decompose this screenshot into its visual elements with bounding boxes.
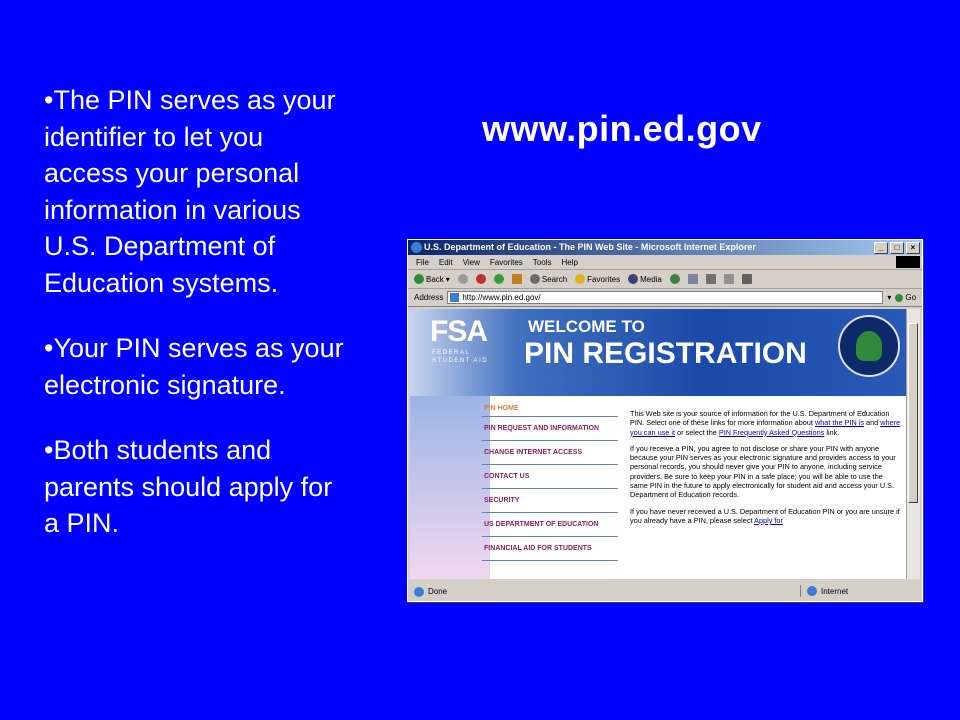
address-input[interactable] (447, 291, 883, 304)
browser-menubar (408, 255, 922, 270)
discuss-icon (742, 274, 752, 284)
page-banner (410, 309, 906, 396)
bullet-item: •Your PIN serves as your electronic signature. (44, 333, 344, 400)
security-zone: Internet (800, 585, 848, 597)
address-value: http://www.pin.ed.gov/ (462, 293, 541, 302)
vertical-scrollbar[interactable] (906, 309, 920, 579)
department-seal-icon (838, 315, 900, 377)
media-icon (628, 274, 638, 284)
bullet-item: •Both students and parents should apply for a PIN. (44, 435, 333, 538)
nav-link-us-department[interactable]: US DEPARTMENT OF EDUCATION (482, 513, 618, 537)
go-button[interactable]: Go (895, 293, 916, 302)
nav-link-change-access[interactable]: CHANGE INTERNET ACCESS (482, 441, 618, 465)
print-button[interactable] (706, 274, 716, 284)
menu-favorites[interactable]: Favorites (489, 257, 523, 267)
discuss-button[interactable] (742, 274, 752, 284)
minimize-icon[interactable]: _ (874, 242, 888, 254)
bullet-list (44, 82, 354, 571)
edit-icon (724, 274, 734, 284)
print-icon (706, 274, 716, 284)
mail-button[interactable] (688, 274, 698, 284)
page-icon (450, 293, 459, 302)
back-arrow-icon (414, 274, 424, 284)
link-faq[interactable]: PIN Frequently Asked Questions (718, 427, 825, 437)
ie-icon (411, 242, 422, 253)
menu-view[interactable]: View (462, 257, 480, 267)
fsa-logo: FSA (430, 315, 487, 348)
address-label: Address (414, 293, 444, 302)
mail-icon (688, 274, 698, 284)
browser-titlebar (408, 240, 922, 255)
history-icon (670, 274, 680, 284)
search-button[interactable]: Search (530, 274, 567, 284)
bullet-item: •The PIN serves as your identifier to let you access your personal information in various U.S. Department of Education systems. (44, 85, 336, 298)
stop-icon (476, 274, 486, 284)
menu-tools[interactable]: Tools (532, 257, 552, 267)
intro-paragraph: This Web site is your source of information for the U.S. Department of Education PIN. Select one of these links for more information about what the PIN is and where you can use it or select the PIN Frequently Asked Questions link. (630, 409, 901, 437)
page-text (630, 409, 902, 532)
home-button[interactable] (512, 274, 522, 284)
menu-file[interactable]: File (416, 257, 429, 267)
nav-link-pin-request[interactable]: PIN REQUEST AND INFORMATION (482, 417, 618, 441)
welcome-heading: WELCOME TO (528, 317, 645, 336)
fsa-subtitle: FEDERAL STUDENT AID (432, 350, 489, 364)
windows-logo-icon (896, 256, 920, 268)
edit-button[interactable] (724, 274, 734, 284)
apply-paragraph: If you have never received a U.S. Department of Education PIN or you are unsure if you already have a PIN, please select Apply for (630, 506, 900, 525)
page-nav (482, 401, 618, 561)
close-icon[interactable]: × (906, 242, 920, 254)
nav-link-security[interactable]: SECURITY (482, 489, 618, 513)
link-apply[interactable]: Apply for (754, 515, 783, 525)
browser-title: U.S. Department of Education - The PIN Web Site - Microsoft Internet Explorer (424, 242, 756, 252)
left-gradient-panel (410, 396, 490, 579)
agreement-paragraph: If you receive a PIN, you agree to not disclose or share your PIN with anyone because your PIN serves as your electronic signature and provides access to your personal records, you should never give your PIN to anyone, including service providers. Be sure to keep your PIN in a safe place; you will be able to use the same PIN in the future to apply electronically for student aid and access your U.S. Department of Education records. (630, 443, 896, 500)
favorites-button[interactable]: Favorites (575, 274, 620, 284)
go-arrow-icon (895, 294, 903, 302)
page-done-icon (414, 587, 424, 597)
back-button[interactable]: Back ▾ (414, 274, 450, 284)
menu-help[interactable]: Help (561, 257, 578, 267)
scrollbar-thumb[interactable] (908, 323, 918, 503)
home-icon (512, 274, 522, 284)
link-where-use[interactable]: where you can use it (630, 418, 901, 437)
globe-icon (807, 586, 817, 596)
menu-edit[interactable]: Edit (438, 257, 453, 267)
address-bar (408, 289, 922, 307)
nav-link-contact[interactable]: CONTACT US (482, 465, 618, 489)
forward-button[interactable] (458, 274, 468, 284)
browser-window-screenshot (407, 239, 923, 602)
search-icon (530, 274, 540, 284)
nav-link-pin-home[interactable]: PIN HOME (482, 401, 618, 417)
refresh-button[interactable] (494, 274, 504, 284)
pin-registration-heading: PIN REGISTRATION (524, 337, 807, 370)
history-button[interactable] (670, 274, 680, 284)
maximize-icon[interactable]: □ (890, 242, 904, 254)
url-heading: www.pin.ed.gov (482, 108, 762, 149)
address-dropdown-icon[interactable]: ▾ (887, 293, 892, 302)
refresh-icon (494, 274, 504, 284)
stop-button[interactable] (476, 274, 486, 284)
forward-arrow-icon (458, 274, 468, 284)
browser-toolbar (408, 270, 922, 289)
nav-link-financial-aid[interactable]: FINANCIAL AID FOR STUDENTS (482, 537, 618, 561)
link-what-pin-is[interactable]: what the PIN is (814, 418, 865, 428)
window-controls (874, 242, 920, 254)
star-icon (575, 274, 585, 284)
status-text: Done (428, 587, 448, 596)
media-button[interactable]: Media (628, 274, 662, 284)
web-page-content (410, 309, 906, 579)
status-bar (410, 584, 922, 599)
